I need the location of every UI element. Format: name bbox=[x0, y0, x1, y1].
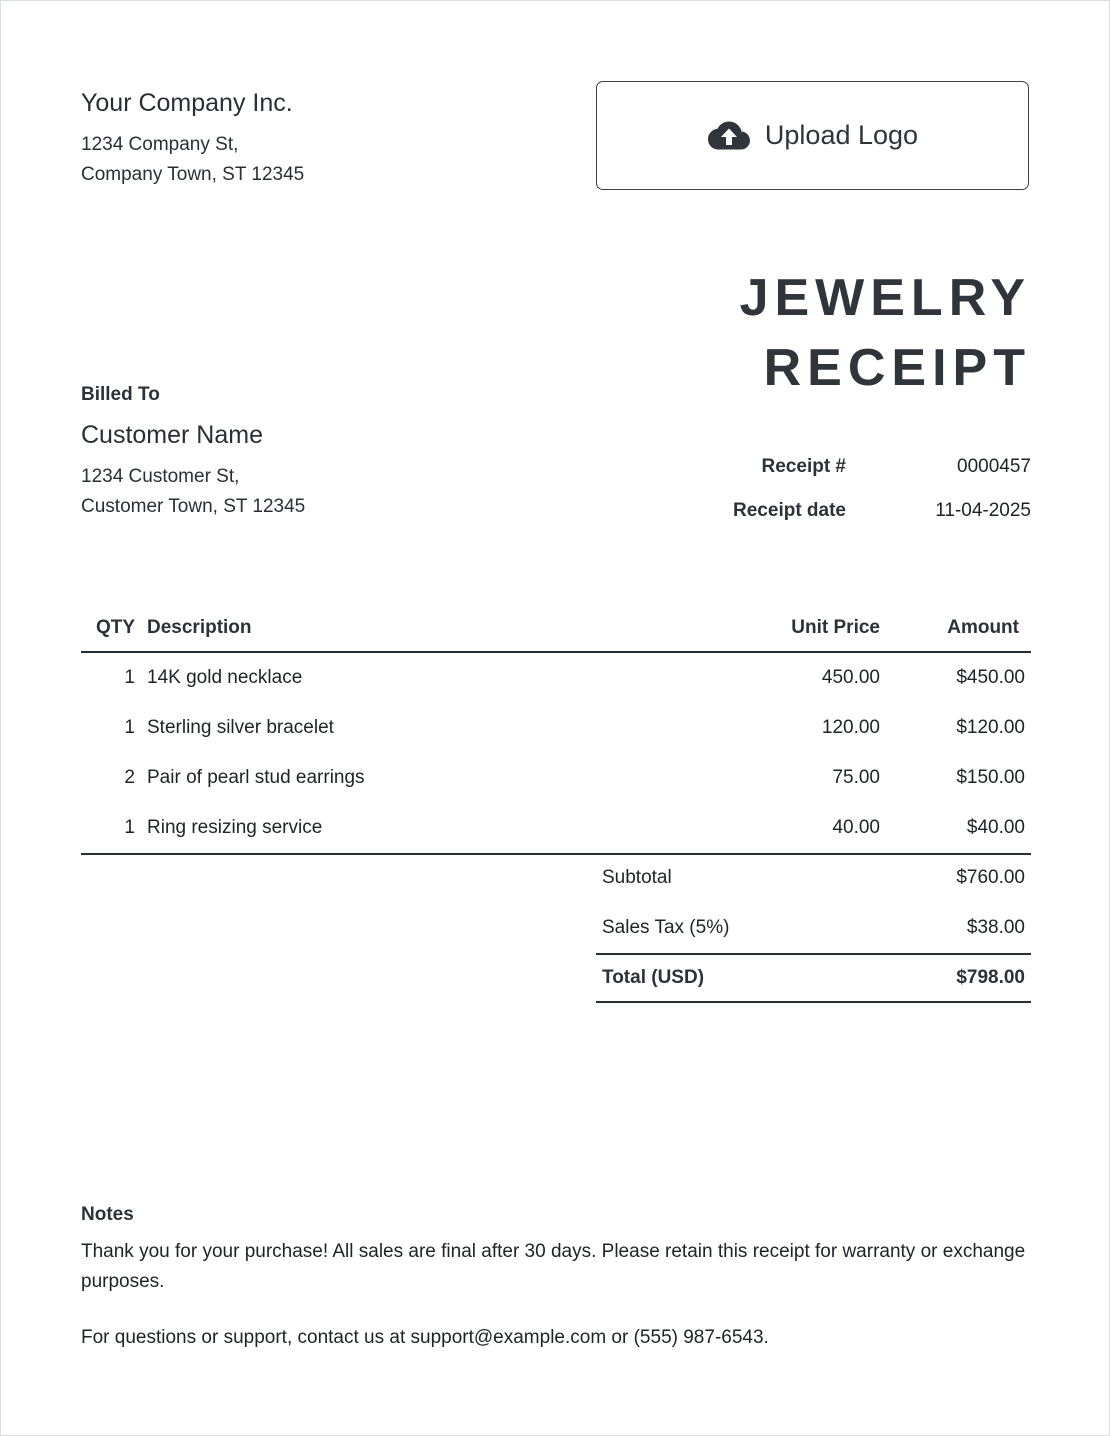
sales-tax-label: Sales Tax (5%) bbox=[602, 917, 730, 938]
table-row bbox=[1, 817, 1109, 841]
row-description: Pair of pearl stud earrings bbox=[147, 767, 365, 788]
table-row bbox=[1, 717, 1109, 741]
subtotal-label: Subtotal bbox=[602, 867, 672, 888]
total-label: Total (USD) bbox=[602, 967, 705, 988]
notes-text: Thank you for your purchase! All sales are final after 30 days. Please retain this receipt for warranty or exchange purposes. bbox=[81, 1241, 1026, 1292]
receipt-number-label: Receipt # bbox=[761, 456, 846, 477]
company-address-line2: Company Town, ST 12345 bbox=[81, 164, 305, 185]
document-title bbox=[740, 263, 1031, 403]
row-amount: $150.00 bbox=[956, 767, 1025, 788]
upload-logo-button[interactable] bbox=[596, 81, 1029, 190]
row-qty: 1 bbox=[124, 667, 135, 688]
column-header-unit-price: Unit Price bbox=[791, 617, 880, 638]
table-row bbox=[1, 667, 1109, 691]
row-qty: 1 bbox=[124, 817, 135, 838]
column-header-qty: QTY bbox=[95, 617, 135, 638]
notes-label: Notes bbox=[81, 1204, 134, 1225]
total-value: $798.00 bbox=[956, 967, 1025, 988]
row-description: Sterling silver bracelet bbox=[147, 717, 334, 738]
notes-contact: For questions or support, contact us at support@example.com or (555) 987-6543. bbox=[81, 1327, 769, 1348]
subtotal-value: $760.00 bbox=[956, 867, 1025, 888]
company-address-line1: 1234 Company St, bbox=[81, 134, 239, 155]
receipt-date: 11-04-2025 bbox=[935, 500, 1031, 521]
title-line2: RECEIPT bbox=[763, 339, 1031, 397]
company-name: Your Company Inc. bbox=[81, 89, 293, 117]
receipt-date-label: Receipt date bbox=[733, 500, 846, 521]
row-description: Ring resizing service bbox=[147, 817, 323, 838]
table-body-divider bbox=[81, 853, 1031, 855]
row-unit-price: 75.00 bbox=[832, 767, 880, 788]
table-row bbox=[1, 767, 1109, 791]
row-unit-price: 40.00 bbox=[832, 817, 880, 838]
row-amount: $40.00 bbox=[966, 817, 1025, 838]
row-qty: 1 bbox=[124, 717, 135, 738]
total-divider-top bbox=[596, 953, 1031, 955]
row-unit-price: 450.00 bbox=[821, 667, 880, 688]
column-header-description: Description bbox=[147, 617, 252, 638]
row-description: 14K gold necklace bbox=[147, 667, 303, 688]
customer-address-line1: 1234 Customer St, bbox=[81, 466, 240, 487]
customer-address-line2: Customer Town, ST 12345 bbox=[81, 496, 306, 517]
customer-name: Customer Name bbox=[81, 421, 263, 449]
billed-to-label: Billed To bbox=[81, 384, 160, 405]
receipt-number: 0000457 bbox=[957, 456, 1031, 477]
upload-logo-label: Upload Logo bbox=[764, 120, 919, 150]
column-header-amount: Amount bbox=[947, 617, 1019, 638]
table-header-divider bbox=[81, 651, 1031, 653]
row-qty: 2 bbox=[124, 767, 135, 788]
title-line1: JEWELRY bbox=[739, 269, 1031, 327]
row-amount: $450.00 bbox=[956, 667, 1025, 688]
total-divider-bottom bbox=[596, 1001, 1031, 1003]
row-unit-price: 120.00 bbox=[821, 717, 880, 738]
sales-tax-value: $38.00 bbox=[966, 917, 1025, 938]
row-amount: $120.00 bbox=[956, 717, 1025, 738]
cloud-upload-icon bbox=[707, 120, 751, 152]
